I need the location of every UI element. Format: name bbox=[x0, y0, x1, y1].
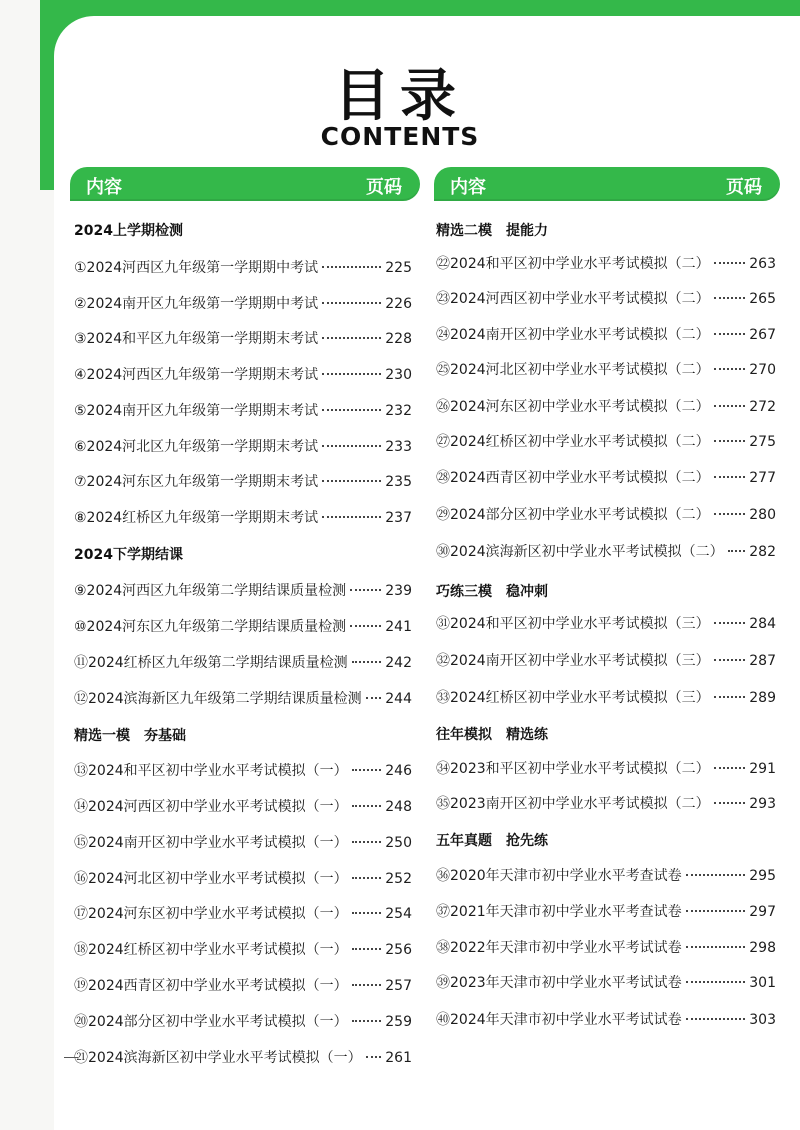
dot-leader bbox=[352, 948, 382, 950]
toc-entry[interactable] bbox=[74, 364, 412, 384]
dot-leader bbox=[686, 981, 746, 983]
dot-leader bbox=[714, 405, 746, 407]
entry-page-number: 233 bbox=[385, 439, 412, 455]
page-title: 目录 bbox=[334, 64, 466, 129]
entry-page-number: 244 bbox=[385, 691, 412, 707]
dot-leader bbox=[322, 337, 381, 339]
entry-title: ①2024河西区九年级第一学期期中考试 bbox=[74, 260, 319, 276]
entry-title: ⑧2024红桥区九年级第一学期期末考试 bbox=[74, 510, 319, 526]
bottom-left-rule bbox=[64, 1057, 78, 1058]
entry-page-number: 241 bbox=[385, 619, 412, 635]
toc-entry[interactable] bbox=[436, 937, 776, 957]
toc-entry[interactable] bbox=[74, 1011, 412, 1031]
entry-page-number: 265 bbox=[749, 291, 776, 307]
dot-leader bbox=[322, 480, 381, 482]
dot-leader bbox=[352, 769, 382, 771]
dot-leader bbox=[322, 409, 381, 411]
dot-leader bbox=[322, 445, 381, 447]
entry-page-number: 228 bbox=[385, 331, 412, 347]
entry-title: ⑳2024部分区初中学业水平考试模拟（一） bbox=[74, 1014, 348, 1030]
toc-entry[interactable] bbox=[436, 288, 776, 308]
dot-leader bbox=[714, 333, 746, 335]
entry-title: ㉔2024南开区初中学业水平考试模拟（二） bbox=[436, 327, 710, 343]
entry-page-number: 277 bbox=[749, 470, 776, 486]
toc-entry[interactable] bbox=[436, 865, 776, 885]
entry-title: ㉞2023和平区初中学业水平考试模拟（二） bbox=[436, 761, 710, 777]
entry-title: ⑲2024西青区初中学业水平考试模拟（一） bbox=[74, 978, 348, 994]
entry-title: ㉑2024滨海新区初中学业水平考试模拟（一） bbox=[74, 1050, 362, 1066]
entry-title: ㉝2024红桥区初中学业水平考试模拟（三） bbox=[436, 690, 710, 706]
toc-entry[interactable] bbox=[74, 328, 412, 348]
section-heading: 2024下学期结课 bbox=[74, 547, 183, 563]
right-column-header bbox=[434, 167, 780, 201]
toc-entry[interactable] bbox=[74, 471, 412, 491]
section-heading: 巧练三模 稳冲刺 bbox=[436, 584, 548, 600]
dot-leader bbox=[714, 368, 746, 370]
page-column-label: 页码 bbox=[366, 177, 402, 198]
entry-page-number: 232 bbox=[385, 403, 412, 419]
toc-entry[interactable] bbox=[436, 793, 776, 813]
entry-title: ㉓2024河西区初中学业水平考试模拟（二） bbox=[436, 291, 710, 307]
entry-page-number: 254 bbox=[385, 906, 412, 922]
entry-title: ㉖2024河东区初中学业水平考试模拟（二） bbox=[436, 399, 710, 415]
dot-leader bbox=[686, 1018, 746, 1020]
dot-leader bbox=[322, 373, 381, 375]
entry-title: ⑨2024河西区九年级第二学期结课质量检测 bbox=[74, 583, 347, 599]
toc-entry[interactable] bbox=[74, 580, 412, 600]
dot-leader bbox=[714, 622, 746, 624]
entry-title: ㊱2020年天津市初中学业水平考查试卷 bbox=[436, 868, 682, 884]
entry-title: ⑰2024河东区初中学业水平考试模拟（一） bbox=[74, 906, 348, 922]
dot-leader bbox=[352, 912, 382, 914]
entry-page-number: 239 bbox=[385, 583, 412, 599]
entry-page-number: 225 bbox=[385, 260, 412, 276]
dot-leader bbox=[728, 550, 746, 552]
dot-leader bbox=[350, 589, 381, 591]
entry-title: ③2024和平区九年级第一学期期末考试 bbox=[74, 331, 319, 347]
entry-title: ⑥2024河北区九年级第一学期期末考试 bbox=[74, 439, 319, 455]
dot-leader bbox=[714, 659, 746, 661]
entry-page-number: 289 bbox=[749, 690, 776, 706]
dot-leader bbox=[322, 516, 381, 518]
entry-title: ㉙2024部分区初中学业水平考试模拟（二） bbox=[436, 507, 710, 523]
entry-page-number: 284 bbox=[749, 616, 776, 632]
content-column-label: 内容 bbox=[86, 177, 122, 198]
entry-title: ⑱2024红桥区初中学业水平考试模拟（一） bbox=[74, 942, 348, 958]
dot-leader bbox=[350, 625, 381, 627]
toc-entry[interactable] bbox=[74, 400, 412, 420]
left-column-header bbox=[70, 167, 420, 201]
toc-entry[interactable] bbox=[436, 1009, 776, 1029]
toc-entry[interactable] bbox=[74, 293, 412, 313]
toc-entry[interactable] bbox=[436, 467, 776, 487]
toc-entry[interactable] bbox=[436, 431, 776, 451]
entry-title: ⑬2024和平区初中学业水平考试模拟（一） bbox=[74, 763, 348, 779]
toc-entry[interactable] bbox=[74, 436, 412, 456]
entry-page-number: 257 bbox=[385, 978, 412, 994]
toc-entry[interactable] bbox=[436, 396, 776, 416]
entry-page-number: 230 bbox=[385, 367, 412, 383]
dot-leader bbox=[352, 1020, 382, 1022]
entry-title: ⑩2024河东区九年级第二学期结课质量检测 bbox=[74, 619, 347, 635]
entry-title: ㉗2024红桥区初中学业水平考试模拟（二） bbox=[436, 434, 710, 450]
entry-title: ㊲2021年天津市初中学业水平考查试卷 bbox=[436, 904, 682, 920]
toc-entry[interactable] bbox=[74, 652, 412, 672]
entry-title: ㉘2024西青区初中学业水平考试模拟（二） bbox=[436, 470, 710, 486]
toc-entry[interactable] bbox=[74, 760, 412, 780]
section-heading: 五年真题 抢先练 bbox=[436, 833, 548, 849]
entry-title: ⑯2024河北区初中学业水平考试模拟（一） bbox=[74, 871, 348, 887]
entry-page-number: 237 bbox=[385, 510, 412, 526]
toc-entry[interactable] bbox=[436, 359, 776, 379]
toc-entry[interactable] bbox=[74, 796, 412, 816]
entry-title: ㉒2024和平区初中学业水平考试模拟（二） bbox=[436, 256, 710, 272]
dot-leader bbox=[714, 767, 746, 769]
dot-leader bbox=[714, 513, 746, 515]
entry-page-number: 242 bbox=[385, 655, 412, 671]
content-column-label: 内容 bbox=[450, 177, 486, 198]
entry-title: ㉕2024河北区初中学业水平考试模拟（二） bbox=[436, 362, 710, 378]
entry-title: ⑮2024南开区初中学业水平考试模拟（一） bbox=[74, 835, 348, 851]
entry-page-number: 259 bbox=[385, 1014, 412, 1030]
entry-page-number: 270 bbox=[749, 362, 776, 378]
toc-entry[interactable] bbox=[436, 541, 776, 561]
entry-page-number: 295 bbox=[749, 868, 776, 884]
toc-entry[interactable] bbox=[436, 758, 776, 778]
entry-title: ⑪2024红桥区九年级第二学期结课质量检测 bbox=[74, 655, 348, 671]
entry-title: ⑦2024河东区九年级第一学期期末考试 bbox=[74, 474, 319, 490]
entry-page-number: 272 bbox=[749, 399, 776, 415]
entry-page-number: 250 bbox=[385, 835, 412, 851]
toc-entry[interactable] bbox=[74, 832, 412, 852]
entry-page-number: 287 bbox=[749, 653, 776, 669]
dot-leader bbox=[366, 1056, 382, 1058]
dot-leader bbox=[352, 984, 382, 986]
dot-leader bbox=[714, 802, 746, 804]
dot-leader bbox=[714, 440, 746, 442]
entry-page-number: 298 bbox=[749, 940, 776, 956]
entry-title: ㉚2024滨海新区初中学业水平考试模拟（二） bbox=[436, 544, 724, 560]
toc-entry[interactable] bbox=[74, 903, 412, 923]
dot-leader bbox=[686, 946, 746, 948]
entry-page-number: 291 bbox=[749, 761, 776, 777]
toc-entry[interactable] bbox=[436, 613, 776, 633]
dot-leader bbox=[686, 874, 746, 876]
dot-leader bbox=[366, 697, 382, 699]
entry-page-number: 267 bbox=[749, 327, 776, 343]
dot-leader bbox=[686, 910, 746, 912]
entry-page-number: 252 bbox=[385, 871, 412, 887]
entry-title: ㉛2024和平区初中学业水平考试模拟（三） bbox=[436, 616, 710, 632]
dot-leader bbox=[352, 805, 382, 807]
entry-page-number: 235 bbox=[385, 474, 412, 490]
entry-page-number: 293 bbox=[749, 796, 776, 812]
entry-page-number: 248 bbox=[385, 799, 412, 815]
toc-entry[interactable] bbox=[74, 688, 412, 708]
entry-page-number: 256 bbox=[385, 942, 412, 958]
entry-title: ④2024河西区九年级第一学期期末考试 bbox=[74, 367, 319, 383]
entry-title: ㉜2024南开区初中学业水平考试模拟（三） bbox=[436, 653, 710, 669]
toc-entry[interactable] bbox=[436, 324, 776, 344]
toc-entry[interactable] bbox=[436, 253, 776, 273]
toc-entry[interactable] bbox=[74, 616, 412, 636]
entry-page-number: 282 bbox=[749, 544, 776, 560]
toc-entry[interactable] bbox=[74, 939, 412, 959]
dot-leader bbox=[352, 877, 382, 879]
entry-page-number: 301 bbox=[749, 975, 776, 991]
entry-title: ⑭2024河西区初中学业水平考试模拟（一） bbox=[74, 799, 348, 815]
dot-leader bbox=[714, 476, 746, 478]
toc-entry[interactable] bbox=[436, 972, 776, 992]
entry-title: ㊵2024年天津市初中学业水平考试试卷 bbox=[436, 1012, 682, 1028]
entry-title: ㊴2023年天津市初中学业水平考试试卷 bbox=[436, 975, 682, 991]
toc-entry[interactable] bbox=[436, 504, 776, 524]
entry-title: ㊳2022年天津市初中学业水平考试试卷 bbox=[436, 940, 682, 956]
section-heading: 往年模拟 精选练 bbox=[436, 727, 548, 743]
dot-leader bbox=[322, 266, 381, 268]
dot-leader bbox=[714, 696, 746, 698]
toc-entry[interactable] bbox=[74, 868, 412, 888]
entry-title: ⑫2024滨海新区九年级第二学期结课质量检测 bbox=[74, 691, 362, 707]
dot-leader bbox=[714, 297, 746, 299]
page-column-label: 页码 bbox=[726, 177, 762, 198]
toc-entry[interactable] bbox=[74, 257, 412, 277]
dot-leader bbox=[714, 262, 746, 264]
entry-page-number: 297 bbox=[749, 904, 776, 920]
toc-entry[interactable] bbox=[436, 901, 776, 921]
section-heading: 精选二模 提能力 bbox=[436, 223, 548, 239]
entry-page-number: 263 bbox=[749, 256, 776, 272]
entry-page-number: 261 bbox=[385, 1050, 412, 1066]
section-heading: 2024上学期检测 bbox=[74, 223, 183, 239]
dot-leader bbox=[322, 302, 381, 304]
entry-page-number: 280 bbox=[749, 507, 776, 523]
toc-entry[interactable] bbox=[436, 687, 776, 707]
entry-title: ⑤2024南开区九年级第一学期期末考试 bbox=[74, 403, 319, 419]
dot-leader bbox=[352, 661, 382, 663]
toc-entry[interactable] bbox=[436, 650, 776, 670]
page-subtitle: CONTENTS bbox=[320, 122, 480, 151]
toc-entry[interactable] bbox=[74, 507, 412, 527]
entry-title: ②2024南开区九年级第一学期期中考试 bbox=[74, 296, 319, 312]
dot-leader bbox=[352, 841, 382, 843]
entry-page-number: 246 bbox=[385, 763, 412, 779]
entry-page-number: 226 bbox=[385, 296, 412, 312]
entry-title: ㉟2023南开区初中学业水平考试模拟（二） bbox=[436, 796, 710, 812]
section-heading: 精选一模 夯基础 bbox=[74, 728, 186, 744]
entry-page-number: 275 bbox=[749, 434, 776, 450]
entry-page-number: 303 bbox=[749, 1012, 776, 1028]
toc-entry[interactable] bbox=[74, 975, 412, 995]
toc-entry[interactable] bbox=[74, 1047, 412, 1067]
